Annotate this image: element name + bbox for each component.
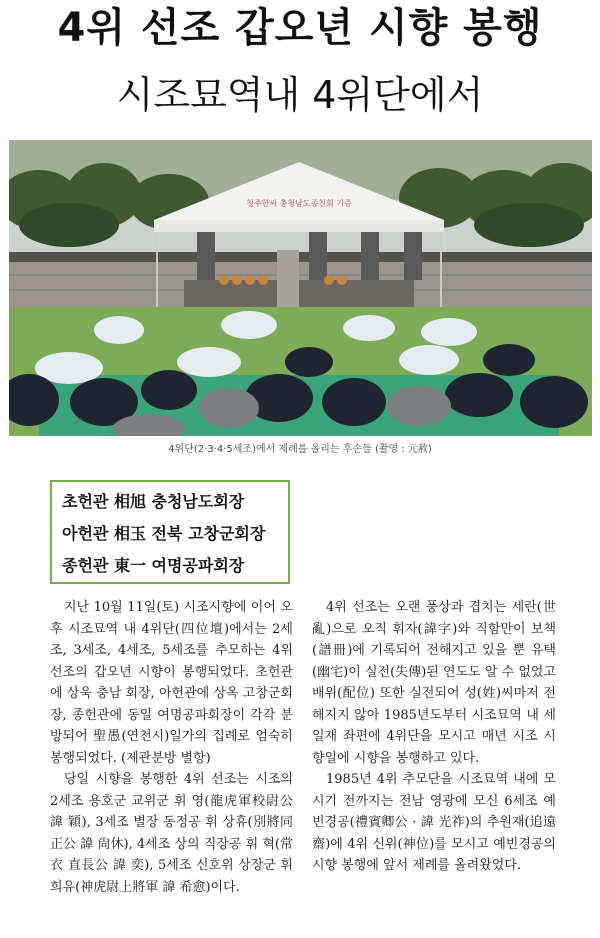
article-column-left — [50, 597, 293, 898]
paragraph: 4위 선조는 오랜 풍상과 겹치는 세란(世亂)으로 오직 휘자(諱字)와 직함만이 보책(譜冊)에 기록되어 전해지고 있을 뿐 유택(幽宅)이 실전(失傳)된 연도도 알 수 없었고 배위(配位) 또한 실전되어 성(姓)씨마저 전해지지 않아 1985년도부터 시조묘역 내 세일재 좌편에 4위단을 모시고 매년 시조 시향일에 시향을 봉행하고 있다. — [312, 600, 556, 766]
subheadline: 시조묘역내 4위단에서 — [116, 73, 484, 117]
article-column-right — [312, 597, 556, 877]
headline: 4위 선조 갑오년 시향 봉행 — [57, 5, 543, 51]
officiant-first: 초헌관 相旭 충청남도회장 — [62, 492, 245, 511]
paragraph: 지난 10월 11일(토) 시조시향에 이어 오후 시조묘역 내 4위단(四位壇)에서는 2세조, 3세조, 4세조, 5세조를 추모하는 4위 선조의 갑오년 시향이 봉행되었다. 초헌관에 상욱 충남 회장, 아헌관에 상옥 고창군회장, 종헌관에 동일 여명공파회장이 각각 분방되어 聖愚(연천시)일가의 집례로 엄숙히 봉행되었다. (제관분방 별항) — [50, 600, 293, 766]
officiant-third: 종헌관 東一 여명공파회장 — [62, 556, 245, 575]
tent-banner-text: 청주한씨 충청남도종친회 기증 — [246, 199, 352, 208]
ceremony-photo — [9, 140, 592, 436]
paragraph: 당일 시향을 봉행한 4위 선조는 시조의 2세조 용호군 교위군 휘 영(龍虎軍校尉公 諱 穎), 3세조 별장 동정공 휘 상휴(別將同正公 諱 尙休), 4세조 상의 직장공 휘 혁(常衣 直長公 諱 奕), 5세조 신호위 상장군 휘 희유(神虎尉上將軍 諱 希愈)이다. — [50, 772, 293, 895]
officiant-second: 아헌관 相玉 전북 고창군회장 — [62, 524, 266, 543]
paragraph: 1985년 4위 추모단을 시조묘역 내에 모시기 전까지는 전남 영광에 모신 6세조 예빈경공(禮賓卿公 · 諱 光祚)의 추원재(追遠齋)에 4위 신위(神位)를 모시고 예빈경공의 시향 봉행에 앞서 제례를 올려왔었다. — [312, 772, 556, 873]
officiants-box — [50, 480, 290, 584]
photo-caption: 4위단(2·3·4·5세조)에서 제례를 올리는 후손들 (촬영 : 元赦) — [168, 444, 432, 455]
